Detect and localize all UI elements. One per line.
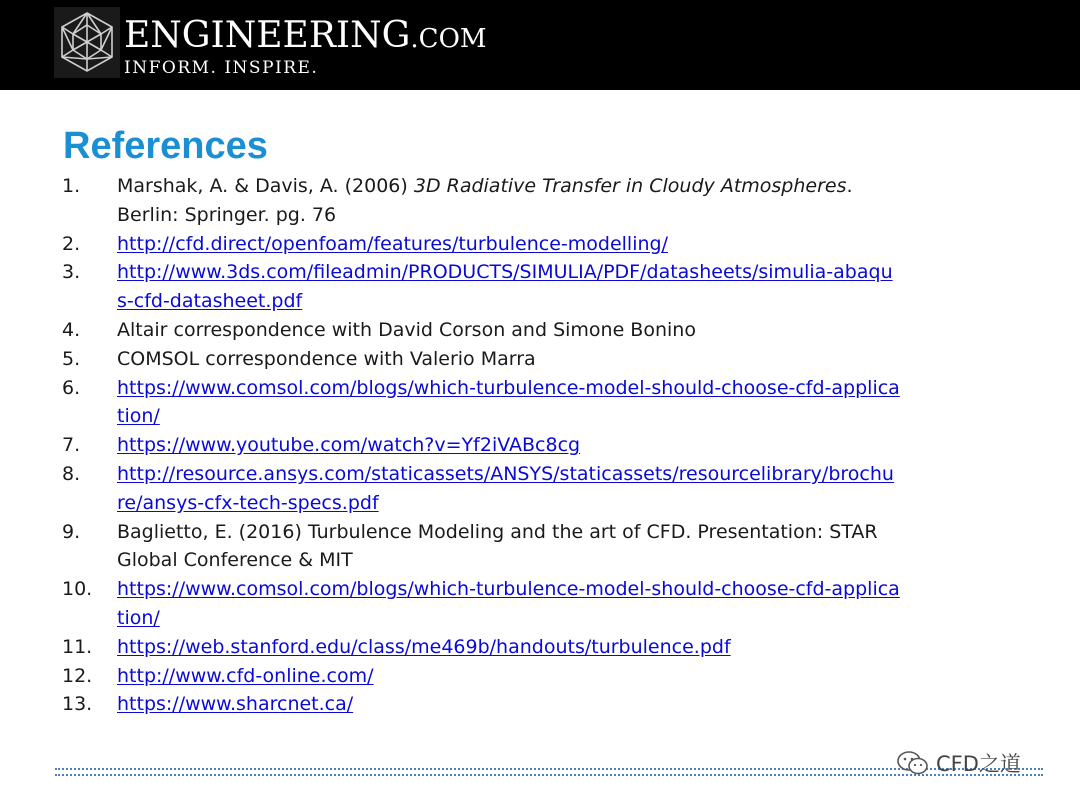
watermark-text: CFD之道 xyxy=(936,752,1021,776)
reference-number: 12. xyxy=(62,664,93,687)
reference-number: 7. xyxy=(62,434,81,457)
reference-item xyxy=(0,431,900,460)
reference-item xyxy=(0,575,900,633)
site-header xyxy=(0,0,1080,90)
reference-item xyxy=(0,690,900,719)
reference-number: 1. xyxy=(62,175,81,197)
reference-text-tail: . Berlin: Springer. pg. 76 xyxy=(117,175,853,226)
wechat-icon xyxy=(896,750,930,776)
reference-list xyxy=(0,172,1080,719)
reference-number: 13. xyxy=(62,693,93,716)
reference-number: 2. xyxy=(62,232,81,255)
reference-item xyxy=(0,662,900,691)
reference-number: 5. xyxy=(62,347,81,370)
reference-link[interactable]: http://www.cfd-online.com/ xyxy=(117,664,374,687)
reference-item xyxy=(0,258,900,316)
reference-text: Marshak, A. & Davis, A. (2006) xyxy=(117,175,414,197)
reference-number: 9. xyxy=(62,520,81,543)
reference-item xyxy=(0,316,900,345)
reference-item xyxy=(0,172,900,230)
geodesic-logo-icon xyxy=(54,7,120,78)
reference-number: 6. xyxy=(62,376,81,399)
reference-number: 4. xyxy=(62,318,81,341)
page-title: References xyxy=(63,125,268,167)
reference-number: 8. xyxy=(62,462,81,485)
brand-name xyxy=(124,16,487,59)
reference-link[interactable]: http://resource.ansys.com/staticassets/ANSYS/staticassets/resourcelibrary/brochure/ansys-cfx-tech-specs.pdf xyxy=(117,462,894,514)
reference-item xyxy=(0,518,900,576)
brand-name-main: ENGINEERING xyxy=(124,15,411,56)
reference-link[interactable]: https://www.sharcnet.ca/ xyxy=(117,693,354,716)
reference-link[interactable]: https://www.youtube.com/watch?v=Yf2iVABc8cg xyxy=(117,434,581,457)
reference-number: 11. xyxy=(62,635,93,658)
reference-item xyxy=(0,633,900,662)
reference-item xyxy=(0,374,900,432)
footer-divider xyxy=(55,768,1043,776)
reference-text: Baglietto, E. (2016) Turbulence Modeling and the art of CFD. Presentation: STAR Global Conference & MIT xyxy=(117,520,878,572)
brand-tagline: INFORM. INSPIRE. xyxy=(124,58,319,78)
reference-item xyxy=(0,460,900,518)
reference-text: Altair correspondence with David Corson and Simone Bonino xyxy=(117,318,696,341)
reference-link[interactable]: https://www.comsol.com/blogs/which-turbulence-model-should-choose-cfd-application/ xyxy=(117,578,900,629)
reference-number: 3. xyxy=(62,261,81,284)
reference-text: COMSOL correspondence with Valerio Marra xyxy=(117,347,536,370)
brand-name-suffix: .COM xyxy=(410,24,487,54)
reference-number: 10. xyxy=(62,578,93,601)
reference-book-title: 3D Radiative Transfer in Cloudy Atmospheres xyxy=(413,175,847,197)
reference-link[interactable]: http://cfd.direct/openfoam/features/turbulence-modelling/ xyxy=(117,232,668,255)
reference-item xyxy=(0,230,900,259)
watermark xyxy=(896,748,1021,778)
reference-link[interactable]: https://web.stanford.edu/class/me469b/handouts/turbulence.pdf xyxy=(117,635,731,658)
reference-link[interactable]: https://www.comsol.com/blogs/which-turbulence-model-should-choose-cfd-application/ xyxy=(117,376,900,428)
reference-link[interactable]: http://www.3ds.com/fileadmin/PRODUCTS/SIMULIA/PDF/datasheets/simulia-abaqus-cfd-datasheet.pdf xyxy=(117,261,893,313)
reference-item xyxy=(0,345,900,374)
